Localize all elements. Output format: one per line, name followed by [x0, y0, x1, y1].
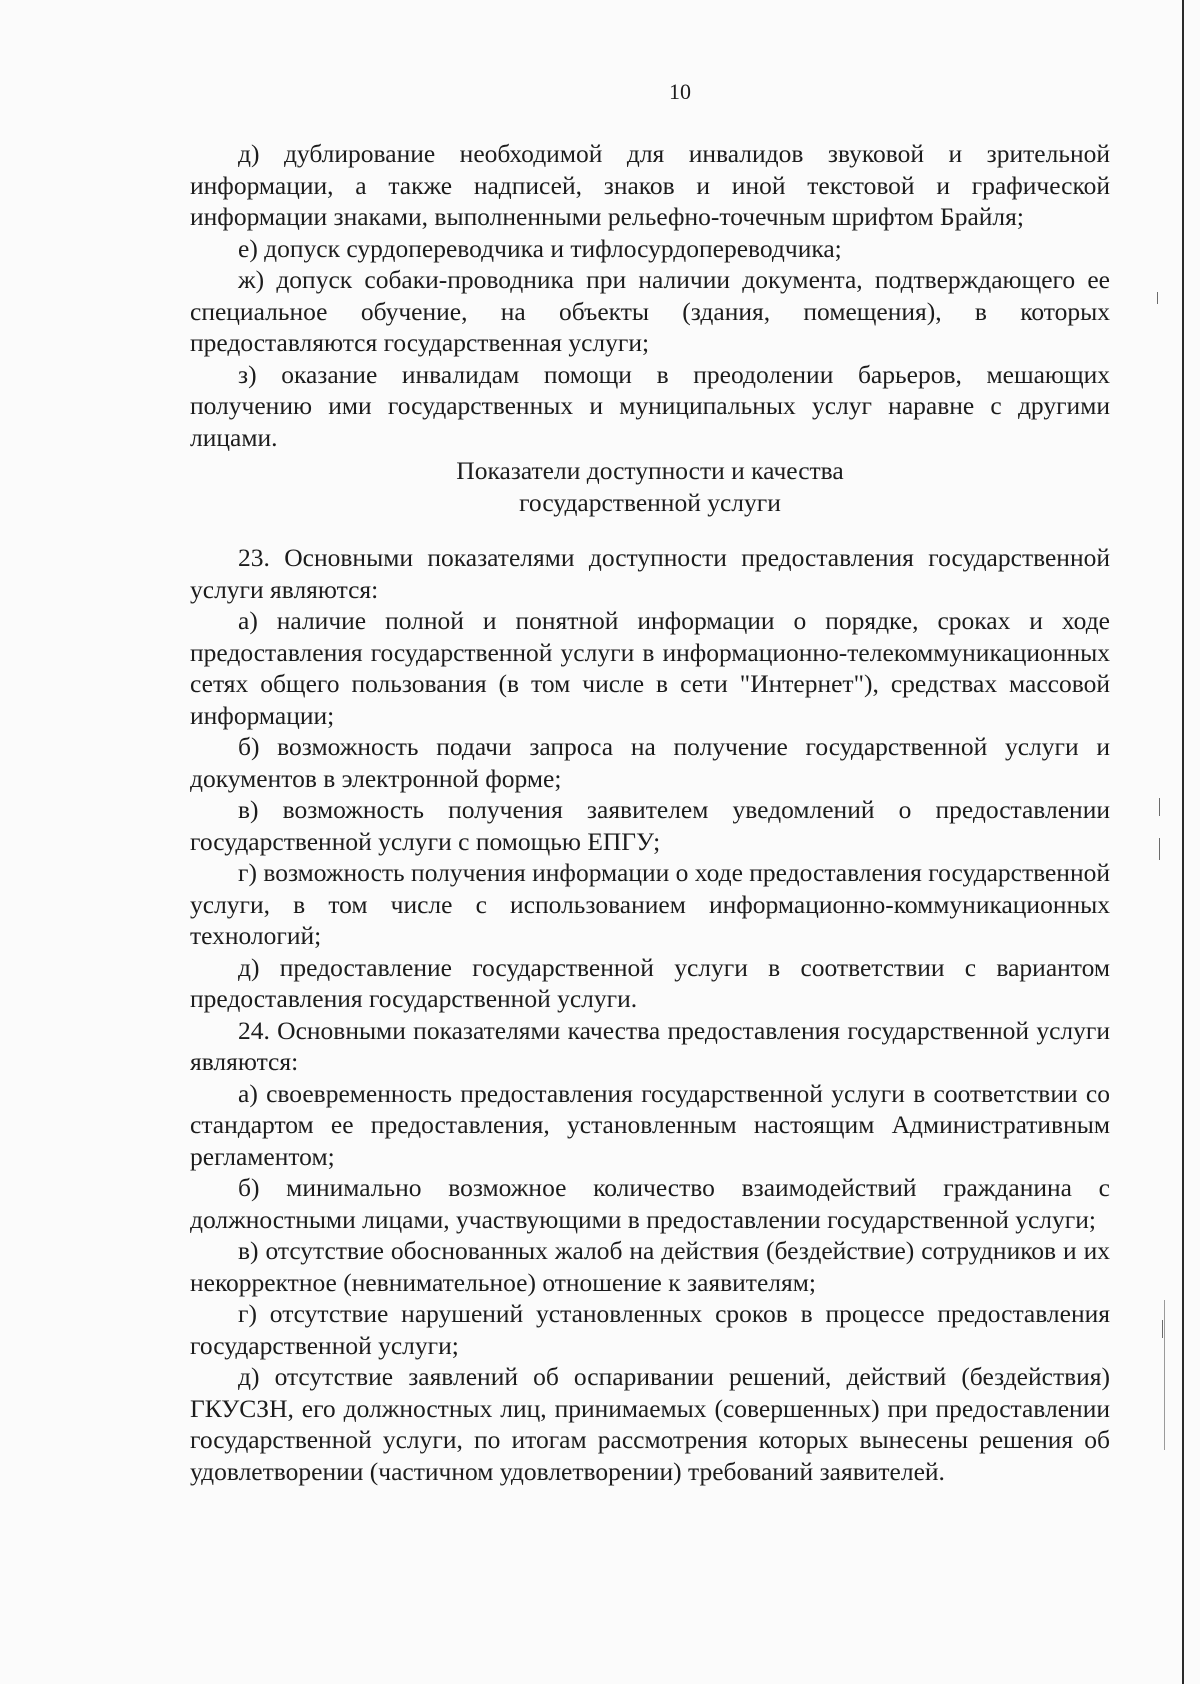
document-body	[190, 138, 1110, 1487]
scan-mark	[1159, 798, 1160, 816]
paragraph-24-item-d: д) отсутствие заявлений об оспаривании решений, действий (бездействия) ГКУСЗН, его должностных лиц, принимаемых (совершенных) при предоставлении государственной услуги, по итогам рассмотрения которых вынесены решения об удовлетворении (частичном удовлетворении) требований заявителей.	[190, 1362, 1110, 1486]
section-heading	[190, 455, 1110, 518]
paragraph-24-item-v: в) отсутствие обоснованных жалоб на действия (бездействие) сотрудников и их некорректное (невнимательное) отношение к заявителям;	[190, 1236, 1110, 1297]
scan-mark	[1157, 292, 1158, 304]
scan-mark	[1164, 1300, 1165, 1450]
paragraph-23-item-a: а) наличие полной и понятной информации о порядке, сроках и ходе предоставления государственной услуги в информационно-телекоммуникационных сетях общего пользования (в том числе в сети "Интернет"), средствах массовой информации;	[190, 606, 1110, 730]
paragraph-item-d-braille: д) дублирование необходимой для инвалидов звуковой и зрительной информации, а также надписей, знаков и иной текстовой и графической информации знаками, выполненными рельефно-точечным шрифтом Брайля;	[190, 139, 1110, 231]
page-number: 10	[669, 79, 691, 104]
section-heading-line-2: государственной услуги	[519, 487, 781, 517]
page-edge-line	[1182, 0, 1184, 1684]
paragraph-23-item-g: г) возможность получения информации о ходе предоставления государственной услуги, в том числе с использованием информационно-коммуникационных технологий;	[190, 858, 1110, 950]
paragraph-item-zh-guide-dog: ж) допуск собаки-проводника при наличии документа, подтверждающего ее специальное обучение, на объекты (здания, помещения), в которых предоставляются государственная услуги;	[190, 265, 1110, 357]
paragraph-24-item-a: а) своевременность предоставления государственной услуги в соответствии со стандартом ее предоставления, установленным настоящим Административным регламентом;	[190, 1078, 1110, 1171]
section-heading-line-1: Показатели доступности и качества	[456, 456, 844, 485]
paragraph-24-item-g: г) отсутствие нарушений установленных сроков в процессе предоставления государственной услуги;	[190, 1299, 1110, 1360]
heading-spacer	[190, 518, 1110, 542]
scan-mark	[1162, 1320, 1163, 1338]
paragraph-23-item-b: б) возможность подачи запроса на получение государственной услуги и документов в электронной форме;	[190, 732, 1110, 793]
paragraph-23-intro: 23. Основными показателями доступности предоставления государственной услуги являются:	[190, 543, 1110, 604]
scan-mark	[1159, 838, 1160, 860]
paragraph-23-item-d: д) предоставление государственной услуги в соответствии с вариантом предоставления государственной услуги.	[190, 952, 1110, 1013]
paragraph-24-intro: 24. Основными показателями качества предоставления государственной услуги являются:	[190, 1015, 1110, 1076]
paragraph-23-item-v: в) возможность получения заявителем уведомлений о предоставлении государственной услуги с помощью ЕПГУ;	[190, 795, 1110, 856]
paragraph-item-e-interpreter: е) допуск сурдопереводчика и тифлосурдопереводчика;	[238, 233, 842, 263]
paragraph-item-z-assistance: з) оказание инвалидам помощи в преодолении барьеров, мешающих получению ими государственных и муниципальных услуг наравне с другими лицами.	[190, 359, 1110, 452]
paragraph-24-item-b: б) минимально возможное количество взаимодействий гражданина с должностными лицами, участвующими в предоставлении государственной услуги;	[190, 1173, 1110, 1234]
